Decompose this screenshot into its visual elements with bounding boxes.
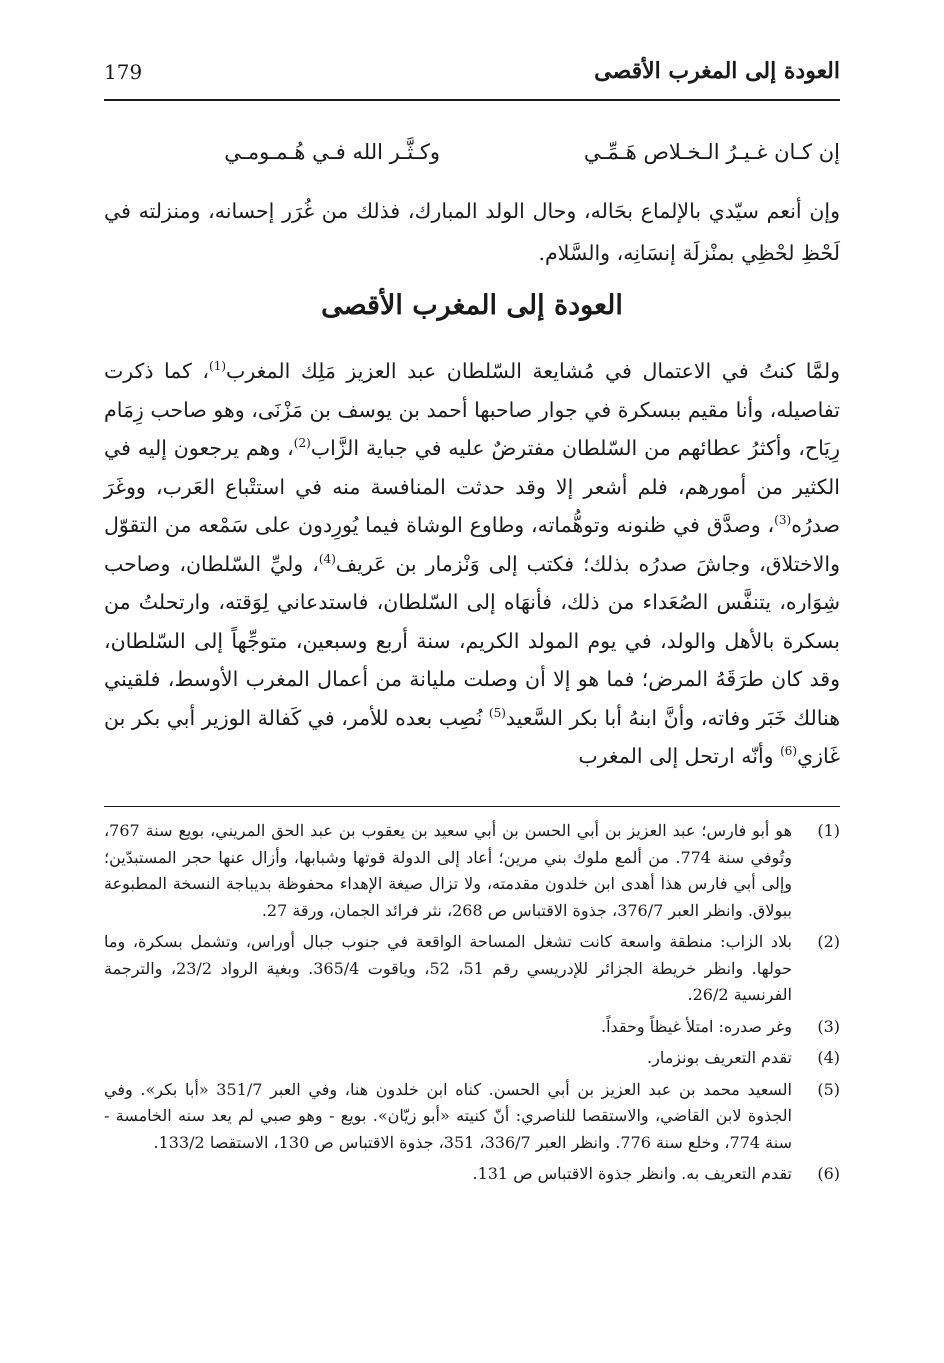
footnote-6 bbox=[104, 1161, 840, 1188]
text-segment: ولمَّا كنتُ في الاعتمال في مُشايعة السّلطان عبد العزيز مَلِك المغرب bbox=[226, 359, 840, 383]
page-number: 179 bbox=[104, 60, 143, 84]
footnote-number: (5) bbox=[817, 1079, 840, 1099]
footnote-text: وغر صدره: امتلأ غيظاً وحقداً. bbox=[601, 1016, 792, 1036]
footnote-number: (2) bbox=[817, 932, 840, 951]
footnote-text: تقدم التعريف به. وانظر جذوة الاقتباس ص 131. bbox=[472, 1164, 792, 1183]
footnote-reference[interactable]: (3) bbox=[774, 513, 792, 528]
footnote-3 bbox=[104, 1014, 840, 1041]
footnote-text: هو أبو فارس؛ عبد العزيز بن أبي الحسن بن أبي سعيد بن يعقوب بن عبد الحق المريني، بويع سنة 767، وتُوفي سنة 774. من ألمع ملوك بني مرين؛ أعاد إلى الدولة قوتها وشبابها، وأزال عنها حجر المستبدّين؛ وإلى أبي فارس هذا أهدى ابن خلدون مقدمته، ولا تزال صيغة الإهداء محفوظة بديباجة النسخة المطبوعة ببولاق. وانظر العبر 376/7، جذوة الاقتباس ص 268، نثر فرائد الجمان، ورقة 27. bbox=[104, 821, 792, 920]
text-segment: نُصِب بعده للأمر، في كَفالة الوزير أبي بكر بن غَازي bbox=[104, 705, 840, 768]
footnote-text: تقدم التعريف بونزمار. bbox=[647, 1048, 792, 1067]
opening-paragraph: وإن أنعم سيّدي بالإلماع بحَاله، وحال الولد المبارك، فذلك من غُرَر إحسانه، ومنزلته في لَحْظِ لحْظِي بمنْزلَة إنسَانِه، والسَّلام. bbox=[104, 199, 840, 265]
verse-second-hemistich: وكـثَّـر الله فـي هُـمـومـي bbox=[224, 140, 440, 164]
main-paragraph bbox=[104, 352, 840, 776]
footnote-reference[interactable]: (4) bbox=[318, 551, 336, 566]
footnote-reference[interactable]: (6) bbox=[780, 744, 798, 759]
footnote-number: (4) bbox=[817, 1048, 840, 1067]
footnote-number: (3) bbox=[817, 1016, 840, 1036]
footnote-number: (6) bbox=[817, 1164, 840, 1183]
text-segment: ، كما ذكرت تفاصيله، وأنا مقيم ببسكرة في جوار صاحبها أحمد بن يوسف بن مَزْنَى، وهو صاحب زِمَام رِيَاح، وأكثرُ عطائهم من السّلطان مفترضٌ عليه في جباية الزَّاب bbox=[104, 359, 841, 460]
running-title: العودة إلى المغرب الأقصى bbox=[594, 58, 840, 84]
verse-first-hemistich: إن كـان غـيـرُ الـخـلاص هَـمِّـي bbox=[583, 140, 840, 164]
section-heading: العودة إلى المغرب الأقصى bbox=[321, 290, 623, 321]
footnote-4 bbox=[104, 1045, 840, 1072]
footnote-2 bbox=[104, 929, 840, 1009]
footnote-number: (1) bbox=[817, 821, 840, 840]
footnote-text: السعيد محمد بن عبد العزيز بن أبي الحسن. كناه ابن خلدون هنا، وفي العبر 351/7 «أبا بكر». وفي الجذوة لابن القاضي، والاستقصا للناصري: أنّ كنيته «أبو زيّان». بويع - وهو صبي لم يعد سنه الخامسة - سنة 774، وخلع سنة 776. وانظر العبر 336/7، 351، جذوة الاقتباس ص 130، الاستقصا 133/2. bbox=[104, 1079, 793, 1152]
text-segment: وأنّه ارتحل إلى المغرب bbox=[578, 744, 781, 768]
footnote-text: بلاد الزاب: منطقة واسعة كانت تشغل المساحة الواقعة في جنوب جبال أوراس، وتشمل بسكرة، وما حولها. وانظر خريطة الجزائر للإدريسي رقم 51، 52، وياقوت 365/4. وبغية الرواد 23/2، والترجمة الفرنسية 26/2. bbox=[104, 932, 793, 1004]
text-segment: ، وهم يرجعون إليه في الكثير من أمورهم، فلم أشعر إلا وقد حدثت المنافسة منه في استتْباع العَرب، ووغَرَ صدرُه bbox=[104, 436, 840, 537]
text-segment: ، وصدَّق في ظنونه وتوهُّماته، وطاوع الوشاة فيما يُورِدون على سَمْعه من التقوّل والاختلاق، وجاشَ صدرُه بذلك؛ فكتب إلى وَنْزمار بن عَريف bbox=[104, 513, 840, 576]
footnotes-list bbox=[104, 818, 840, 1193]
footnote-5 bbox=[104, 1077, 840, 1157]
text-segment: ، وليِّ السّلطان، وصاحب شِوَاره، يتنفَّس الصُعَداء من ذلك، فأنهَاه إلى السّلطان، فاستدعاني لِوَقته، وارتحلتُ من بسكرة بالأهل والولد، في يوم المولد الكريم، سنة أربع وسبعين، متوجِّهاً إلى السّلطان، وقد كان طرَقَهُ المرض؛ فما هو إلا أن وصلت مليانة من أعمال المغرب الأوسط، فلقيني هنالك خَبَر وفاته، وأنَّ ابنهُ أبا بكر السَّعيد bbox=[104, 551, 841, 730]
footnote-1 bbox=[104, 818, 840, 924]
footnote-reference[interactable]: (2) bbox=[293, 436, 311, 451]
footnote-separator bbox=[104, 806, 840, 807]
header-rule bbox=[104, 99, 840, 101]
footnote-reference[interactable]: (1) bbox=[209, 359, 227, 374]
poem-verse bbox=[104, 140, 840, 180]
footnote-reference[interactable]: (5) bbox=[488, 705, 506, 720]
